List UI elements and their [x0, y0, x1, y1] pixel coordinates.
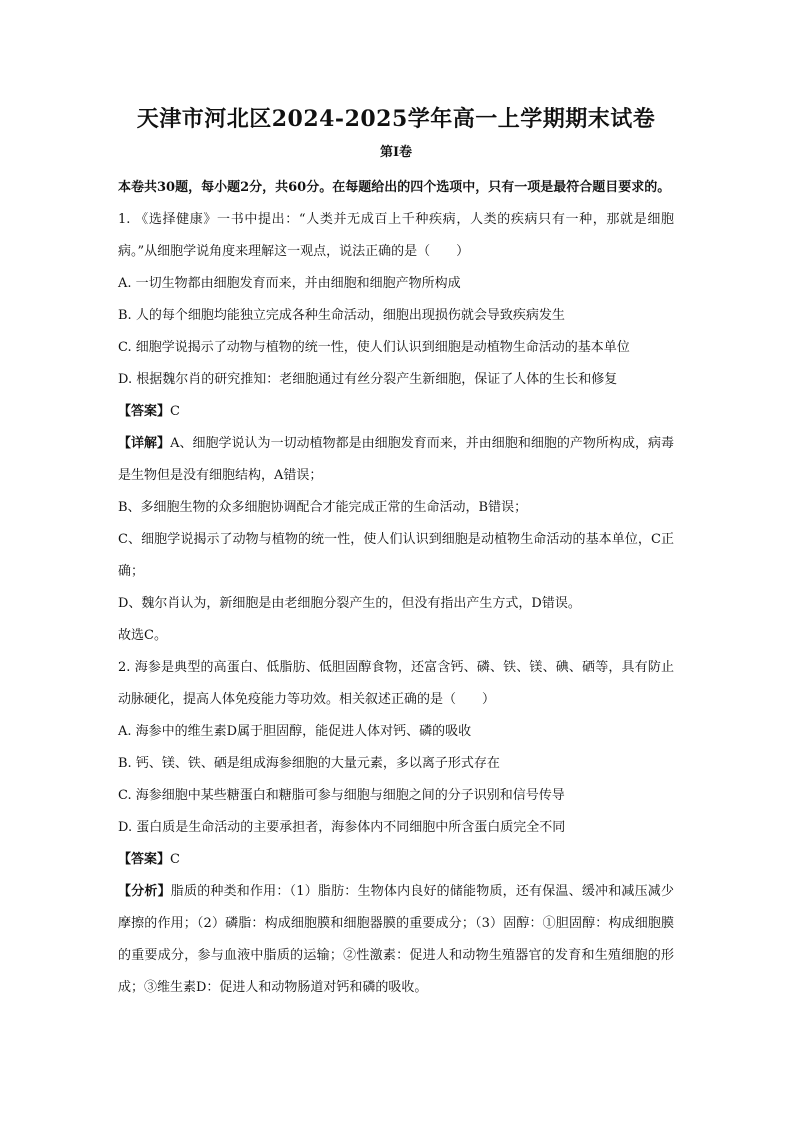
question-2-option-d: D. 蛋白质是生命活动的主要承担者，海参体内不同细胞中所含蛋白质完全不同 [118, 820, 566, 835]
question-2-option-c: C. 海参细胞中某些糖蛋白和糖脂可参与细胞与细胞之间的分子识别和信号传导 [118, 788, 565, 803]
question-1-conclusion: 故选C。 [118, 628, 167, 643]
analysis-text: 脂质的种类和作用：（1）脂肪：生物体内良好的储能物质，还有保温、缓冲和减压减少摩擦的作用；（2）磷脂：构成细胞膜和细胞器膜的重要成分；（3）固醇：①胆固醇：构成细胞膜的重要成分，参与血液中脂质的运输；②性激素：促进人和动物生殖器官的发育和生殖细胞的形成；③维生素D：促进人和动物肠道对钙和磷的吸收。 [118, 884, 674, 995]
answer-value: C [170, 852, 180, 867]
question-2-answer [118, 844, 674, 876]
question-1-option-b: B. 人的每个细胞均能独立完成各种生命活动，细胞出现损伤就会导致疾病发生 [118, 308, 565, 323]
answer-label: 【答案】 [118, 404, 171, 419]
question-1-explain-d: D、魏尔肖认为，新细胞是由老细胞分裂产生的，但没有指出产生方式，D错误。 [118, 596, 581, 611]
analysis-label: 【分析】 [118, 884, 171, 899]
question-1-answer [118, 396, 674, 428]
question-2-option-b: B. 钙、镁、铁、硒是组成海参细胞的大量元素，多以离子形式存在 [118, 756, 500, 771]
page-title: 天津市河北区2024-2025学年高一上学期期末试卷 [136, 106, 656, 132]
section-title: 第Ⅰ卷 [379, 145, 413, 160]
question-2-analysis [118, 876, 674, 1004]
question-1-explain-b: B、多细胞生物的众多细胞协调配合才能完成正常的生命活动，B错误； [118, 500, 528, 515]
explain-text: A、细胞学说认为一切动植物都是由细胞发育而来，并由细胞和细胞的产物所构成，病毒是生物但是没有细胞结构，A错误； [118, 436, 674, 483]
question-1-option-a: A. 一切生物都由细胞发育而来，并由细胞和细胞产物所构成 [118, 276, 461, 291]
question-2-stem: 2. 海参是典型的高蛋白、低脂肪、低胆固醇食物，还富含钙、磷、铁、镁、碘、硒等，具有防止动脉硬化，提高人体免疫能力等功效。相关叙述正确的是（ ） [118, 660, 674, 707]
question-1-option-d: D. 根据魏尔肖的研究推知：老细胞通过有丝分裂产生新细胞，保证了人体的生长和修复 [118, 372, 618, 387]
question-1-stem: 1. 《选择健康》一书中提出：“人类并无成百上千种疾病，人类的疾病只有一种，那就是细胞病。”从细胞学说角度来理解这一观点，说法正确的是（ ） [118, 212, 674, 259]
question-2-option-a: A. 海参中的维生素D属于胆固醇，能促进人体对钙、磷的吸收 [118, 724, 472, 739]
explain-label: 【详解】 [118, 436, 171, 451]
answer-label: 【答案】 [118, 852, 171, 867]
question-1-explain-c: C、细胞学说揭示了动物与植物的统一性，使人们认识到细胞是动植物生命活动的基本单位，C正确； [118, 532, 674, 579]
instructions: 本卷共30题，每小题2分，共60分。在每题给出的四个选项中，只有一项是最符合题目要求的。 [118, 180, 671, 195]
answer-value: C [170, 404, 180, 419]
question-1-explanation [118, 428, 674, 492]
question-1-option-c: C. 细胞学说揭示了动物与植物的统一性，使人们认识到细胞是动植物生命活动的基本单位 [118, 340, 630, 355]
